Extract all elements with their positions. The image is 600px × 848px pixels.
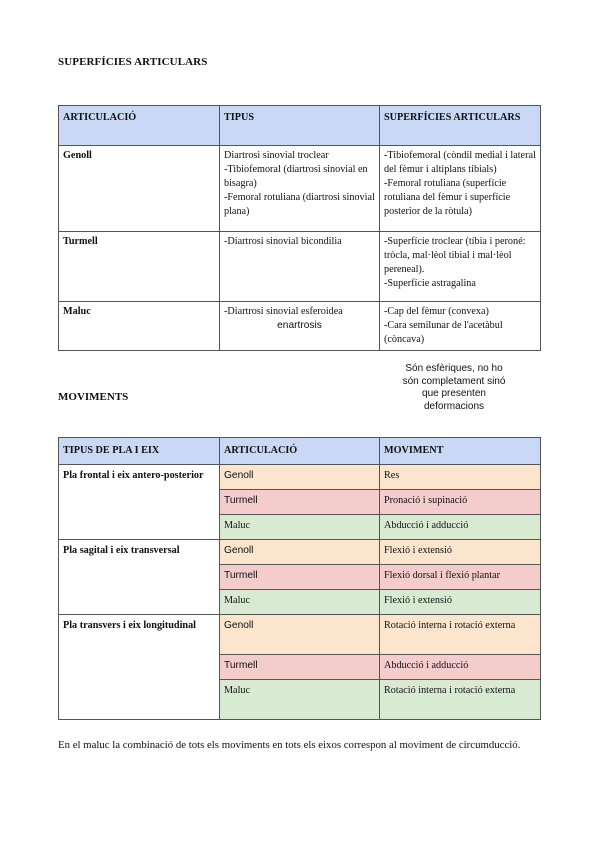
table-row bbox=[59, 232, 541, 302]
moviment-cell: Flexió i extensió bbox=[380, 590, 541, 615]
tipus-line: -Diartrosi sinovial esferoidea bbox=[224, 306, 343, 317]
moviment-cell: Res bbox=[380, 465, 541, 490]
closing-paragraph: En el maluc la combinació de tots els moviments en tots els eixos correspon al moviment de circumducció. bbox=[58, 739, 521, 751]
tipus-line: -Tibiofemoral (diartrosi sinovial en bisagra) bbox=[224, 164, 368, 189]
articulations-table bbox=[58, 105, 541, 351]
articulacio-cell: Maluc bbox=[220, 590, 380, 615]
tipus-line: -Diartrosi sinovial bicondilia bbox=[224, 236, 342, 247]
articulacio-cell: Maluc bbox=[220, 680, 380, 720]
superficies-line: -Superfície troclear (tíbia i peroné: tròcla, mal·lèol tibial i mal·lèol pereneal). bbox=[384, 236, 526, 275]
tipus-line: -Femoral rotuliana (diartrosi sinovial plana) bbox=[224, 192, 375, 217]
superficies-cell bbox=[380, 302, 541, 351]
superficies-cell bbox=[380, 232, 541, 302]
moviment-cell: Flexió dorsal i flexió plantar bbox=[380, 565, 541, 590]
articulacio-cell: Genoll bbox=[220, 540, 380, 565]
moviment-cell: Rotació interna i rotació externa bbox=[380, 615, 541, 655]
moviment-cell: Flexió i extensió bbox=[380, 540, 541, 565]
header-articulacio: ARTICULACIÓ bbox=[220, 438, 380, 465]
moviment-cell: Abducció i adducció bbox=[380, 515, 541, 540]
table-row bbox=[59, 302, 541, 351]
plane-label: Pla frontal i eix antero-posterior bbox=[59, 465, 220, 540]
superficies-line: -Superfície astragalina bbox=[384, 278, 476, 289]
superficies-line: -Femoral rotuliana (superfície rotuliana del fèmur i superfície posterior de la ròtula) bbox=[384, 178, 511, 217]
header-moviment: MOVIMENT bbox=[380, 438, 541, 465]
articulacio-cell: Genoll bbox=[220, 615, 380, 655]
superficies-line: -Cara semilunar de l'acetàbul (còncava) bbox=[384, 320, 503, 345]
header-superficies: SUPERFÍCIES ARTICULARS bbox=[380, 106, 541, 146]
superficies-cell bbox=[380, 146, 541, 232]
articulacio-cell: Maluc bbox=[220, 515, 380, 540]
tipus-line: Diartrosi sinovial troclear bbox=[224, 150, 329, 161]
articulacio-cell: Turmell bbox=[220, 565, 380, 590]
section-title-moviments: MOVIMENTS bbox=[58, 391, 129, 403]
row-label: Turmell bbox=[59, 232, 220, 302]
annotation-note: Són esfèriques, no ho són completament sinó que presenten deformacions bbox=[402, 363, 506, 412]
tipus-cell bbox=[220, 302, 380, 351]
table-row bbox=[59, 540, 541, 565]
moviment-cell: Pronació i supinació bbox=[380, 490, 541, 515]
header-tipus: TIPUS bbox=[220, 106, 380, 146]
movements-table bbox=[58, 437, 541, 720]
articulacio-cell: Genoll bbox=[220, 465, 380, 490]
row-label: Genoll bbox=[59, 146, 220, 232]
articulacio-cell: Turmell bbox=[220, 490, 380, 515]
articulacio-cell: Turmell bbox=[220, 655, 380, 680]
table-row bbox=[59, 146, 541, 232]
superficies-line: -Tibiofemoral (còndil medial i lateral del fèmur i altiplans tibials) bbox=[384, 150, 536, 175]
section-title-superficies: SUPERFÍCIES ARTICULARS bbox=[58, 56, 208, 68]
plane-label: Pla transvers i eix longitudinal bbox=[59, 615, 220, 720]
plane-label: Pla sagital i eix transversal bbox=[59, 540, 220, 615]
tipus-cell bbox=[220, 146, 380, 232]
table-row bbox=[59, 615, 541, 655]
table-header-row bbox=[59, 438, 541, 465]
header-pla-eix: TIPUS DE PLA I EIX bbox=[59, 438, 220, 465]
table-row bbox=[59, 465, 541, 490]
moviment-cell: Abducció i adducció bbox=[380, 655, 541, 680]
tipus-line: enartrosis bbox=[277, 320, 322, 331]
moviment-cell: Rotació interna i rotació externa bbox=[380, 680, 541, 720]
row-label: Maluc bbox=[59, 302, 220, 351]
tipus-cell bbox=[220, 232, 380, 302]
table-header-row bbox=[59, 106, 541, 146]
superficies-line: -Cap del fèmur (convexa) bbox=[384, 306, 489, 317]
header-articulacio: ARTICULACIÓ bbox=[59, 106, 220, 146]
